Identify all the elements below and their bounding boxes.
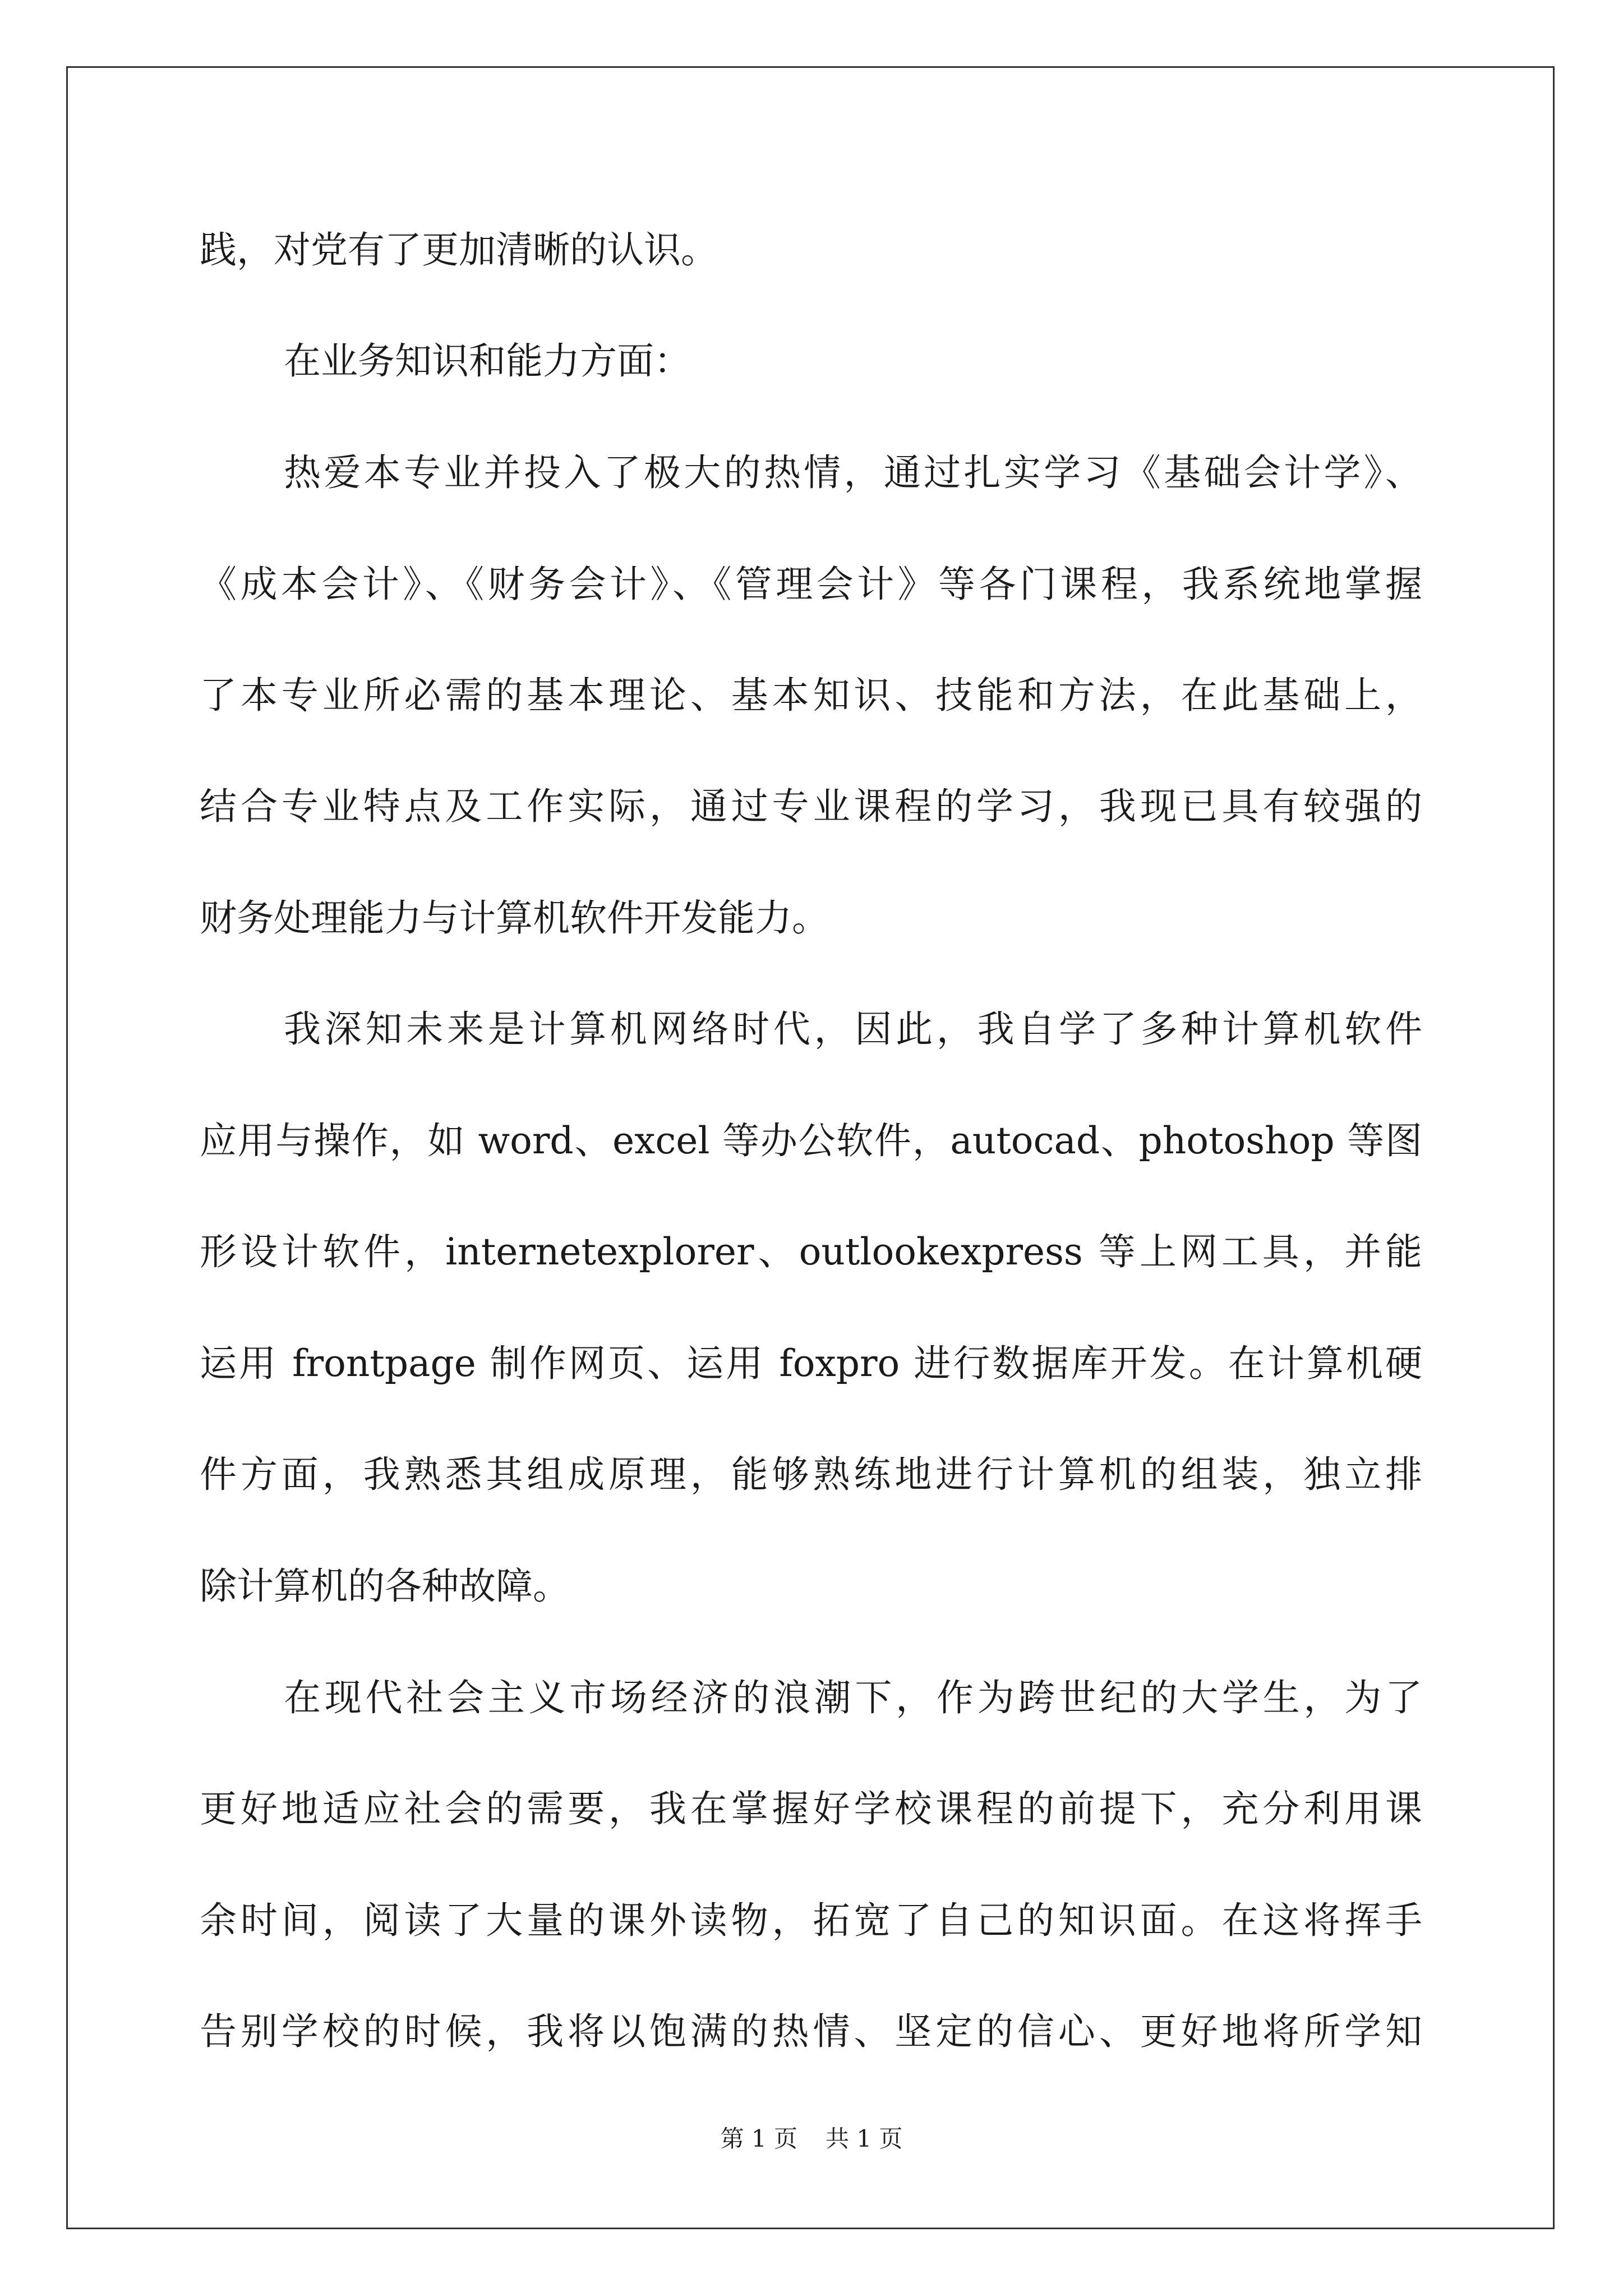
text-line: 在业务知识和能力方面： [284, 339, 691, 383]
text-line: 余时间，阅读了大量的课外读物，拓宽了自己的知识面。在这将挥手 [200, 1899, 1422, 1942]
page-total: 共 1 页 [826, 2125, 903, 2152]
text-line: 结合专业特点及工作实际，通过专业课程的学习，我现已具有较强的 [200, 785, 1422, 828]
text-line: 热爱本专业并投入了极大的热情，通过扎实学习《基础会计学》、 [284, 451, 1422, 494]
text-line: 《成本会计》、《财务会计》、《管理会计》等各门课程，我系统地掌握 [200, 563, 1422, 606]
text-line: 运用 frontpage 制作网页、运用 foxpro 进行数据库开发。在计算机硬 [200, 1342, 1422, 1385]
text-line: 财务处理能力与计算机软件开发能力。 [200, 896, 829, 940]
text-line: 了本专业所必需的基本理论、基本知识、技能和方法，在此基础上， [200, 674, 1422, 717]
text-line: 告别学校的时候，我将以饱满的热情、坚定的信心、更好地将所学知 [200, 2010, 1422, 2053]
text-line: 我深知未来是计算机网络时代，因此，我自学了多种计算机软件 [284, 1007, 1422, 1051]
text-line: 在现代社会主义市场经济的浪潮下，作为跨世纪的大学生，为了 [284, 1676, 1422, 1719]
text-line: 更好地适应社会的需要，我在掌握好学校课程的前提下，充分利用课 [200, 1787, 1422, 1830]
text-line: 除计算机的各种故障。 [200, 1565, 570, 1608]
text-line: 件方面，我熟悉其组成原理，能够熟练地进行计算机的组装，独立排 [200, 1453, 1422, 1496]
page-number: 第 1 页 [720, 2125, 797, 2152]
text-line: 践，对党有了更加清晰的认识。 [200, 228, 718, 272]
text-line: 形设计软件，internetexplorer、outlookexpress 等上网工具，并能 [200, 1230, 1422, 1273]
text-line: 应用与操作，如 word、excel 等办公软件，autocad、photoshop 等图 [200, 1119, 1422, 1162]
page-footer [0, 2125, 1623, 2153]
